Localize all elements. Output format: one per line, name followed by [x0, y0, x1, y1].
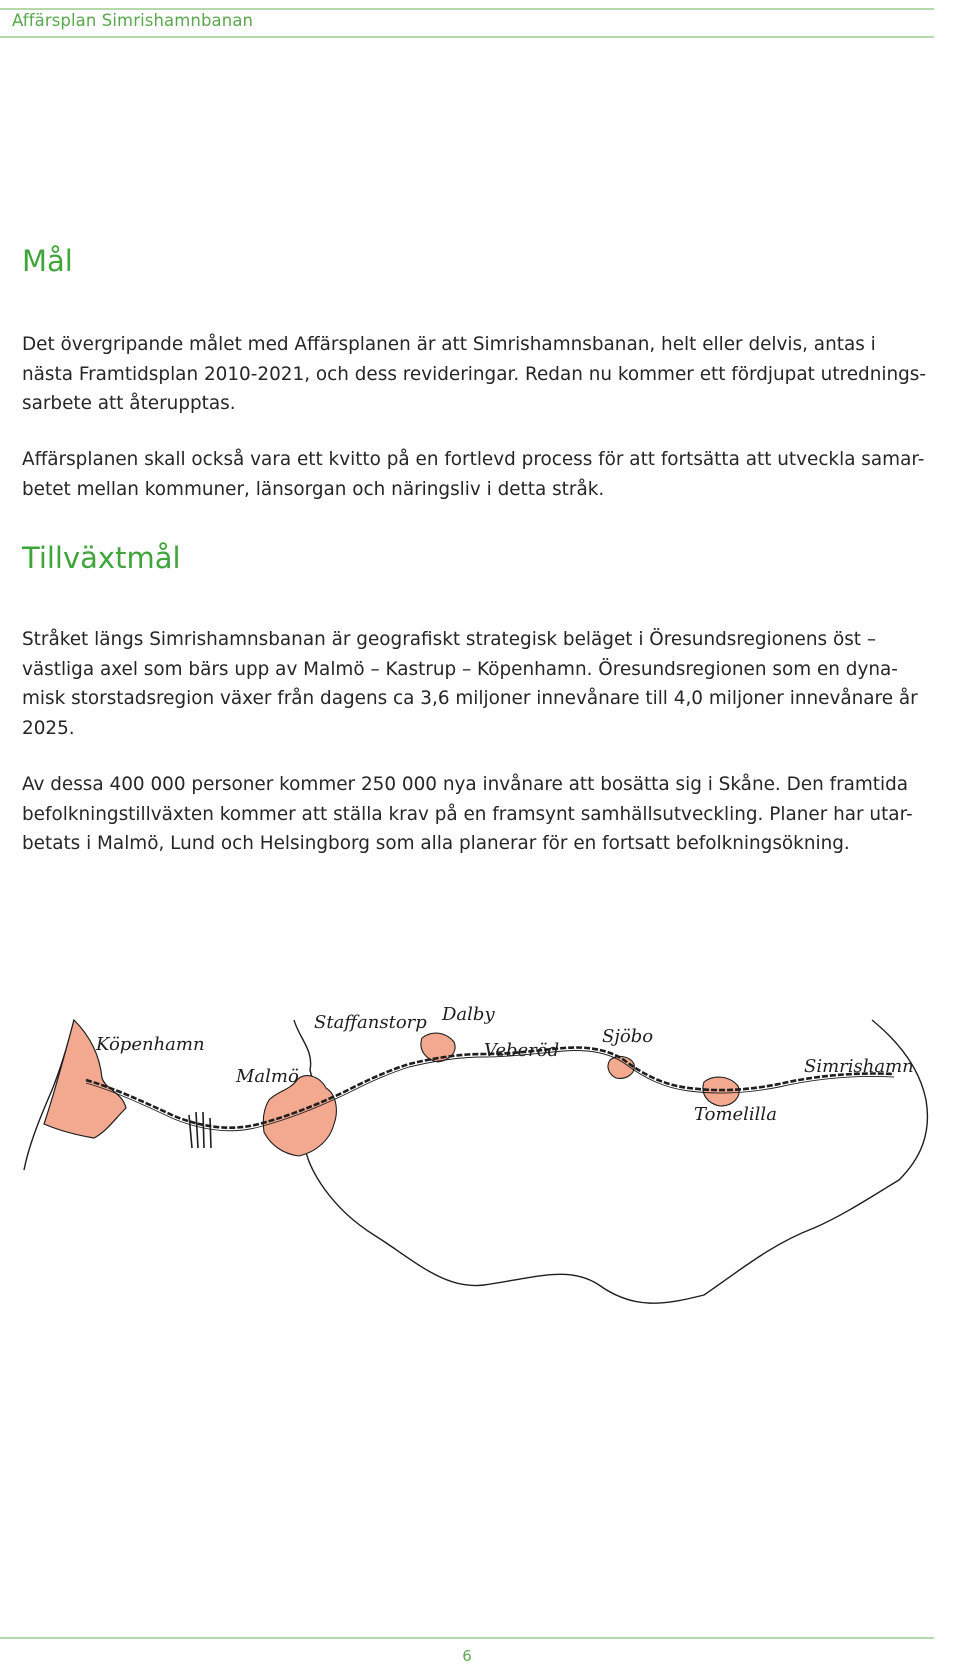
text-line: Av dessa 400 000 personer kommer 250 000 nya invånare att bosätta sig i Skåne. Den framtida	[22, 774, 909, 795]
oresund-bridge	[189, 1112, 211, 1148]
text-line: Affärsplanen skall också vara ett kvitto på en fortlevd process för att fortsätta att utveckla samar-	[22, 449, 925, 470]
text-line: betats i Malmö, Lund och Helsingborg som alla planerar för en fortsatt befolkningsökning.	[22, 833, 850, 854]
text-line: betet mellan kommuner, länsorgan och näringsliv i detta stråk.	[22, 478, 605, 500]
text-line: befolkningstillväxten kommer att ställa krav på en framsynt samhällsutveckling. Planer har utar-	[22, 803, 913, 825]
malmo-urban	[263, 1076, 336, 1156]
text-line: misk storstadsregion växer från dagens ca 3,6 miljoner innevånare till 4,0 miljoner innevånare år	[22, 688, 918, 709]
label-veberod: Veberöd	[484, 1040, 560, 1061]
text-line: Det övergripande målet med Affärsplanen är att Simrishamnsbanan, helt eller delvis, antas i	[22, 334, 876, 355]
paragraph-goal-2	[22, 445, 937, 504]
section-heading-tillvaxtmal: Tillväxtmål	[22, 541, 181, 575]
railway-map	[14, 1004, 944, 1520]
running-header: Affärsplan Simrishamnbanan	[12, 11, 254, 30]
label-tomelilla: Tomelilla	[694, 1104, 777, 1125]
paragraph-growth-1	[22, 625, 937, 743]
section-heading-mal: Mål	[22, 244, 73, 278]
label-malmo: Malmö	[236, 1066, 299, 1087]
text-line: Stråket längs Simrishamnsbanan är geografiskt strategisk beläget i Öresundsregionens öst –	[22, 629, 877, 650]
text-line: västliga axel som bärs upp av Malmö – Kastrup – Köpenhamn. Öresundsregionen som en dyna-	[22, 658, 898, 680]
page-number: 6	[462, 1647, 472, 1665]
label-sjobo: Sjöbo	[602, 1026, 654, 1047]
text-line: sarbete att återupptas.	[22, 393, 236, 414]
label-dalby: Dalby	[442, 1004, 495, 1025]
footer-rule	[0, 1637, 934, 1639]
header-top-rule	[0, 8, 934, 10]
paragraph-goal-1	[22, 330, 937, 419]
label-kopenhamn: Köpenhamn	[96, 1034, 205, 1055]
header-bottom-rule	[0, 36, 934, 38]
tomelilla-urban	[703, 1077, 739, 1106]
paragraph-growth-2	[22, 770, 937, 859]
label-staffanstorp: Staffanstorp	[314, 1012, 427, 1033]
label-simrishamn: Simrishamn	[804, 1056, 914, 1077]
text-line: 2025.	[22, 717, 75, 739]
text-line: nästa Framtidsplan 2010-2021, och dess revideringar. Redan nu kommer ett fördjupat utrednings-	[22, 363, 927, 385]
